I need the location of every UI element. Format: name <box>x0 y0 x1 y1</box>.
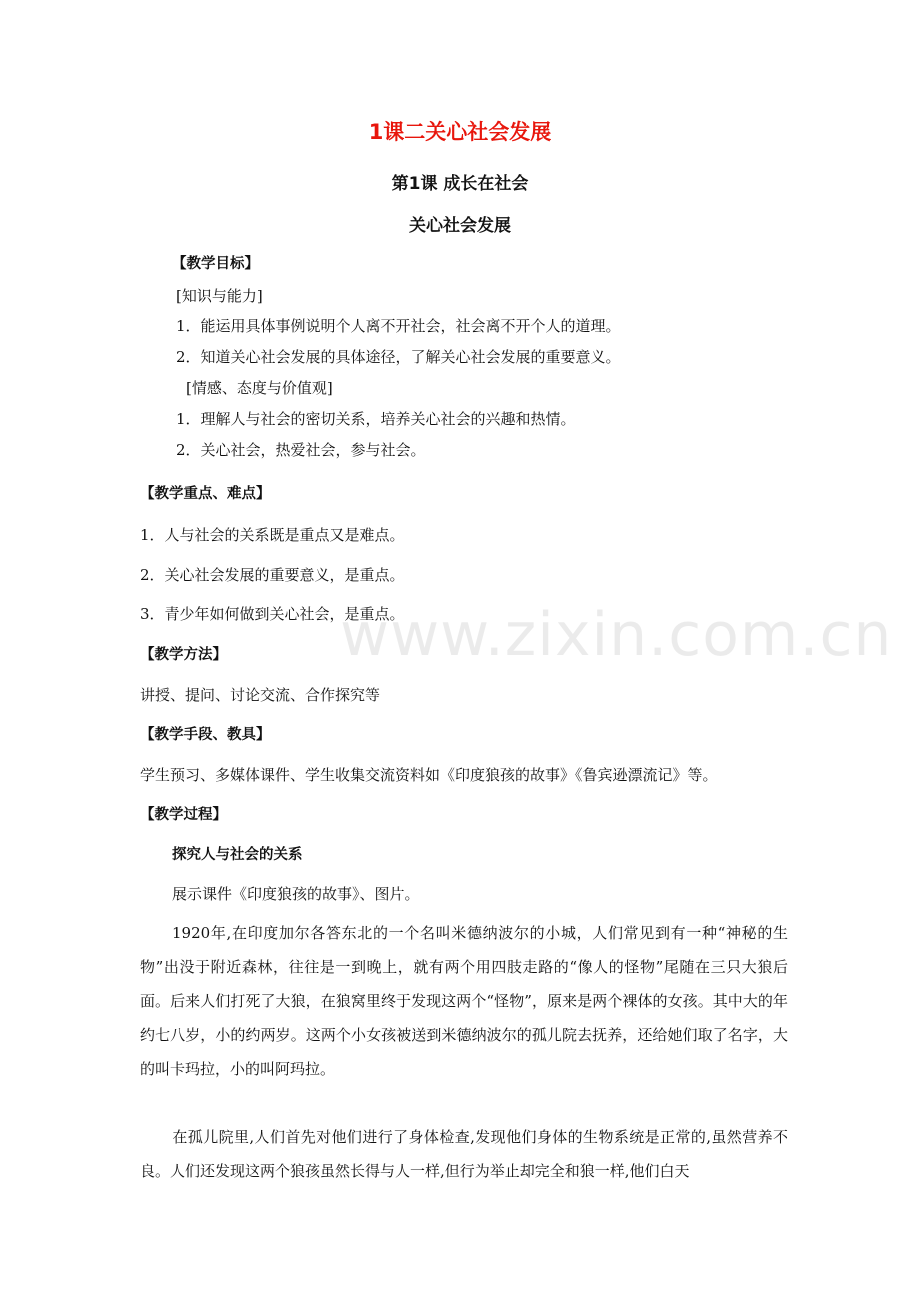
story-paragraph-text: 在孤儿院里,人们首先对他们进行了身体检查,发现他们身体的生物系统是正常的,虽然营养不良。人们还发现这两个狼孩虽然长得与人一样,但行为举止却完全和狼一样,他们白天 <box>140 1128 788 1180</box>
process-heading: 【教学过程】 <box>140 807 227 823</box>
emotion-item: 1．理解人与社会的密切关系，培养关心社会的兴趣和热情。 <box>176 410 576 428</box>
tools-heading: 【教学手段、教具】 <box>140 727 271 743</box>
key-point-item: 1．人与社会的关系既是重点又是难点。 <box>140 526 405 544</box>
key-point-item: 3．青少年如何做到关心社会，是重点。 <box>140 605 405 623</box>
key-points-heading: 【教学重点、难点】 <box>140 486 271 502</box>
knowledge-item: 2．知道关心社会发展的具体途径，了解关心社会发展的重要意义。 <box>176 348 621 366</box>
story-paragraph <box>140 1120 788 1188</box>
methods-text: 讲授、提问、讨论交流、合作探究等 <box>140 686 381 704</box>
watermark: www.zixin.com.cn <box>340 600 893 670</box>
story-paragraph-text: 1920年,在印度加尔各答东北的一个名叫米德纳波尔的小城，人们常见到有一种“神秘的生物”出没于附近森林，往往是一到晚上，就有两个用四肢走路的“像人的怪物”尾随在三只大狼后面。后来人们打死了大狼，在狼窝里终于发现这两个“怪物”，原来是两个裸体的女孩。其中大的年约七八岁，小的约两岁。这两个小女孩被送到米德纳波尔的孤儿院去抚养，还给她们取了名字，大的叫卡玛拉，小的叫阿玛拉。 <box>140 924 788 1078</box>
section-heading: 关心社会发展 <box>409 216 511 236</box>
process-intro: 展示课件《印度狼孩的故事》、图片。 <box>172 885 420 903</box>
key-point-item: 2．关心社会发展的重要意义，是重点。 <box>140 566 405 584</box>
objectives-heading: 【教学目标】 <box>172 256 259 272</box>
tools-text: 学生预习、多媒体课件、学生收集交流资料如《印度狼孩的故事》《鲁宾逊漂流记》等。 <box>140 766 718 784</box>
emotion-item: 2．关心社会，热爱社会，参与社会。 <box>176 441 426 459</box>
knowledge-item: 1．能运用具体事例说明个人离不开社会，社会离不开个人的道理。 <box>176 317 621 335</box>
story-paragraph <box>140 916 788 1086</box>
process-subheading: 探究人与社会的关系 <box>172 847 303 863</box>
lesson-heading: 第1课 成长在社会 <box>391 174 529 194</box>
knowledge-heading: [知识与能力] <box>176 287 263 305</box>
emotion-heading: [情感、态度与价值观] <box>186 379 333 397</box>
methods-heading: 【教学方法】 <box>140 647 227 663</box>
document-title: 1课二关心社会发展 <box>368 120 552 144</box>
